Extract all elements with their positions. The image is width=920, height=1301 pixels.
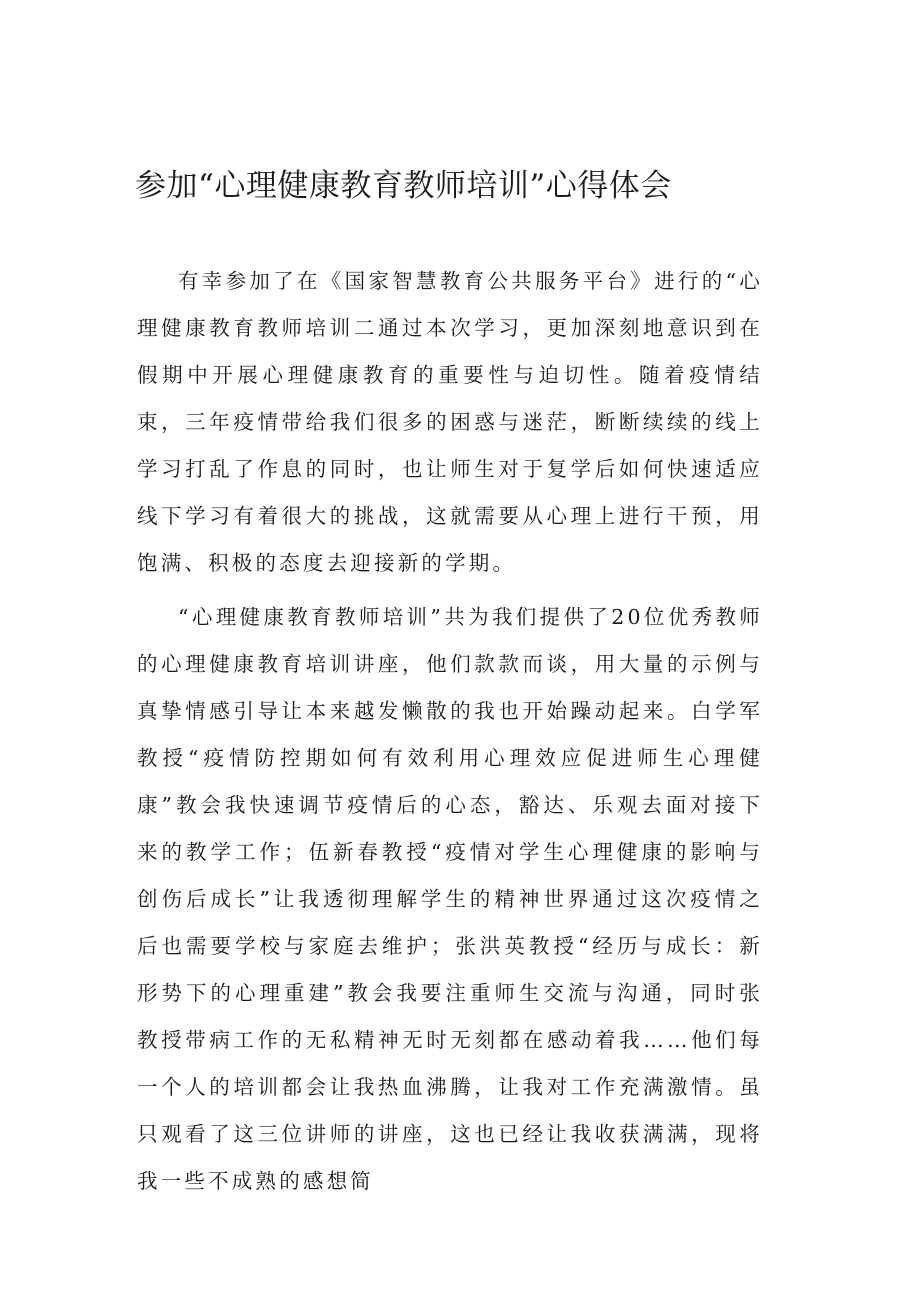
document-title: 参加“心理健康教育教师培训”心得体会	[135, 168, 672, 204]
paragraph-2: “心理健康教育教师培训”共为我们提供了20位优秀教师的心理健康教育培训讲座，他们款款而谈，用大量的示例与真挚情感引导让本来越发懒散的我也开始躁动起来。白学军教授“疫情防控期如何有效利用心理效应促进师生心理健康”教会我快速调节疫情后的心态，豁达、乐观去面对接下来的教学工作；伍新春教授“疫情对学生心理健康的影响与创伤后成长”让我透彻理解学生的精神世界通过这次疫情之后也需要学校与家庭去维护；张洪英教授“经历与成长：新形势下的心理重建”教会我要注重师生交流与沟通，同时张教授带病工作的无私精神无时无刻都在感动着我……他们每一个人的培训都会让我热血沸腾，让我对工作充满激情。虽只观看了这三位讲师的讲座，这也已经让我收获满满，现将我一些不成熟的感想简	[137, 605, 763, 1193]
paragraph-1: 有幸参加了在《国家智慧教育公共服务平台》进行的“心理健康教育教师培训二通过本次学习，更加深刻地意识到在假期中开展心理健康教育的重要性与迫切性。随着疫情结束，三年疫情带给我们很多的困惑与迷茫，断断续续的线上学习打乱了作息的同时，也让师生对于复学后如何快速适应线下学习有着很大的挑战，这就需要从心理上进行干预，用饱满、积极的态度去迎接新的学期。	[137, 269, 763, 575]
